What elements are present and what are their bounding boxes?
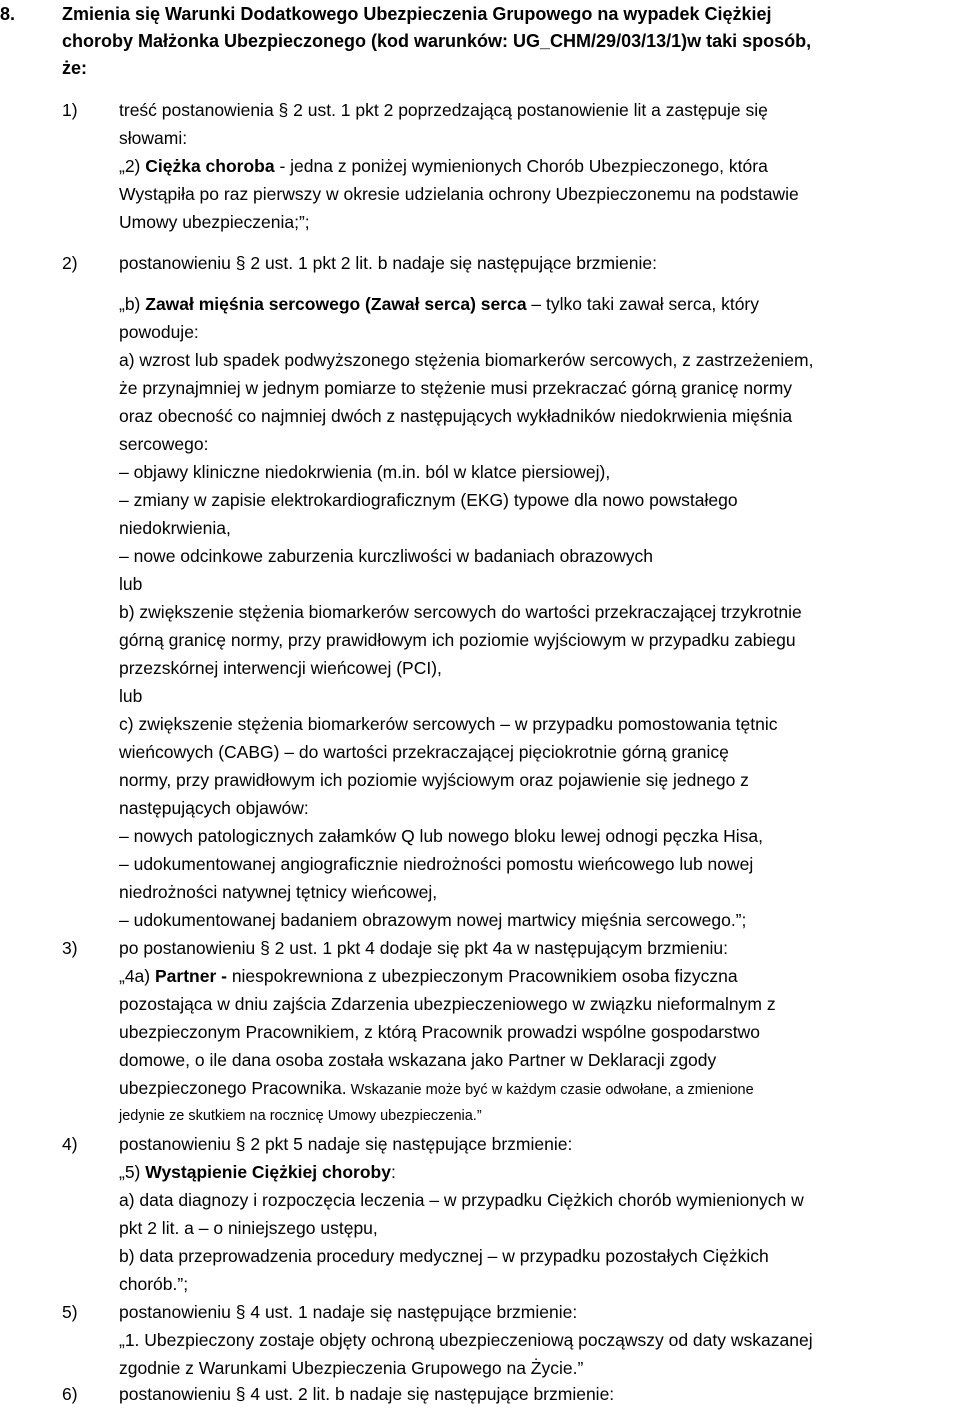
paragraph-line: górną granicę normy, przy prawidłowym ich poziomie wyjściowym w przypadku zabiegu [119, 630, 796, 650]
defined-term: Wystąpienie Ciężkiej choroby [145, 1162, 391, 1182]
defined-term: Partner - [154, 966, 227, 986]
defined-term: Zawał mięśnia sercowego (Zawał serca) serca [145, 294, 527, 314]
heading-line: choroby Małżonka Ubezpieczonego (kod warunków: UG_CHM/29/03/13/1)w taki sposób, [62, 31, 812, 51]
paragraph-line: że przynajmniej w jednym pomiarze to stężenie musi przekraczać górną granicę normy [119, 378, 793, 398]
paragraph-line: normy, przy prawidłowym ich poziomie wyjściowym oraz pojawienie się jednego z [119, 770, 749, 790]
paragraph-line: ubezpieczonego Pracownika. Wskazanie może być w każdym czasie odwołane, a zmienione [119, 1078, 754, 1098]
paragraph-line: b) zwiększenie stężenia biomarkerów sercowych do wartości przekraczającej trzykrotnie [119, 602, 802, 622]
heading-number: 8. [0, 4, 16, 24]
dash-item: – nowych patologicznych załamków Q lub nowego bloku lewej odnogi pęczka Hisa, [119, 826, 763, 846]
heading-line: że: [62, 58, 88, 78]
paragraph-line: wieńcowych (CABG) – do wartości przekraczającej pięciokrotnie górną granicę [119, 742, 729, 762]
paragraph-line: pkt 2 lit. a – o niniejszego ustępu, [119, 1218, 378, 1238]
paragraph-line: „1. Ubezpieczony zostaje objęty ochroną ubezpieczeniową począwszy od daty wskazanej [119, 1330, 813, 1350]
item-number: 5) [62, 1302, 78, 1322]
paragraph-line: postanowieniu § 4 ust. 2 lit. b nadaje się następujące brzmienie: [119, 1384, 615, 1404]
paragraph-line: lub [119, 686, 143, 706]
dash-item: – zmiany w zapisie elektrokardiograficznym (EKG) typowe dla nowo powstałego [119, 490, 738, 510]
item-number: 1) [62, 100, 78, 120]
paragraph-line: niedrożności natywnej tętnicy wieńcowej, [119, 882, 438, 902]
paragraph-line: powoduje: [119, 322, 199, 342]
paragraph-line: treść postanowienia § 2 ust. 1 pkt 2 poprzedzającą postanowienie lit a zastępuje się [119, 100, 768, 120]
paragraph-line: lub [119, 574, 143, 594]
heading-line: Zmienia się Warunki Dodatkowego Ubezpieczenia Grupowego na wypadek Ciężkiej [62, 4, 772, 24]
item-number: 3) [62, 938, 78, 958]
defined-term: Ciężka choroba [145, 156, 275, 176]
definition-line: „4a) Partner - niespokrewniona z ubezpieczonym Pracownikiem osoba fizyczna [119, 966, 738, 986]
paragraph-line: c) zwiększenie stężenia biomarkerów sercowych – w przypadku pomostowania tętnic [119, 714, 778, 734]
paragraph-line: Wystąpiła po raz pierwszy w okresie udzielania ochrony Ubezpieczonemu na podstawie [119, 184, 799, 204]
paragraph-line: postanowieniu § 4 ust. 1 nadaje się następujące brzmienie: [119, 1302, 578, 1322]
paragraph-line: przezskórnej interwencji wieńcowej (PCI), [119, 658, 442, 678]
paragraph-line: zgodnie z Warunkami Ubezpieczenia Grupowego na Życie.” [119, 1358, 584, 1378]
paragraph-line: oraz obecność co najmniej dwóch z następujących wykładników niedokrwienia mięśnia [119, 406, 793, 426]
paragraph-line: a) data diagnozy i rozpoczęcia leczenia – w przypadku Ciężkich chorób wymienionych w [119, 1190, 804, 1210]
item-number: 4) [62, 1134, 78, 1154]
paragraph-line: niedokrwienia, [119, 518, 231, 538]
paragraph-line: chorób.”; [119, 1274, 189, 1294]
definition-line: „5) Wystąpienie Ciężkiej choroby: [119, 1162, 396, 1182]
paragraph-line: postanowieniu § 2 pkt 5 nadaje się następujące brzmienie: [119, 1134, 573, 1154]
paragraph-line: domowe, o ile dana osoba została wskazana jako Partner w Deklaracji zgody [119, 1050, 717, 1070]
paragraph-line: b) data przeprowadzenia procedury medycznej – w przypadku pozostałych Ciężkich [119, 1246, 769, 1266]
paragraph-line: jedynie ze skutkiem na rocznicę Umowy ubezpieczenia.” [119, 1108, 482, 1124]
paragraph-line: Umowy ubezpieczenia;”; [119, 212, 310, 232]
paragraph-line: pozostająca w dniu zajścia Zdarzenia ubezpieczeniowego w związku nieformalnym z [119, 994, 776, 1014]
paragraph-line: słowami: [119, 128, 188, 148]
paragraph-line: a) wzrost lub spadek podwyższonego stężenia biomarkerów sercowych, z zastrzeżeniem, [119, 350, 814, 370]
dash-item: – udokumentowanej badaniem obrazowym nowej martwicy mięśnia sercowego.”; [119, 910, 747, 930]
dash-item: – udokumentowanej angiograficznie niedrożności pomostu wieńcowego lub nowej [119, 854, 754, 874]
item-number: 2) [62, 253, 78, 273]
definition-line: „2) Ciężka choroba - jedna z poniżej wymienionych Chorób Ubezpieczonego, która [119, 156, 768, 176]
paragraph-line: po postanowieniu § 2 ust. 1 pkt 4 dodaje się pkt 4a w następującym brzmieniu: [119, 938, 728, 958]
dash-item: – objawy kliniczne niedokrwienia (m.in. ból w klatce piersiowej), [119, 462, 611, 482]
paragraph-line: sercowego: [119, 434, 209, 454]
paragraph-line: postanowieniu § 2 ust. 1 pkt 2 lit. b nadaje się następujące brzmienie: [119, 253, 657, 273]
dash-item: – nowe odcinkowe zaburzenia kurczliwości w badaniach obrazowych [119, 546, 654, 566]
paragraph-line: następujących objawów: [119, 798, 309, 818]
definition-line: „b) Zawał mięśnia sercowego (Zawał serca) serca – tylko taki zawał serca, który [119, 294, 760, 314]
paragraph-line: ubezpieczonym Pracownikiem, z którą Pracownik prowadzi wspólne gospodarstwo [119, 1022, 760, 1042]
item-number: 6) [62, 1384, 78, 1404]
